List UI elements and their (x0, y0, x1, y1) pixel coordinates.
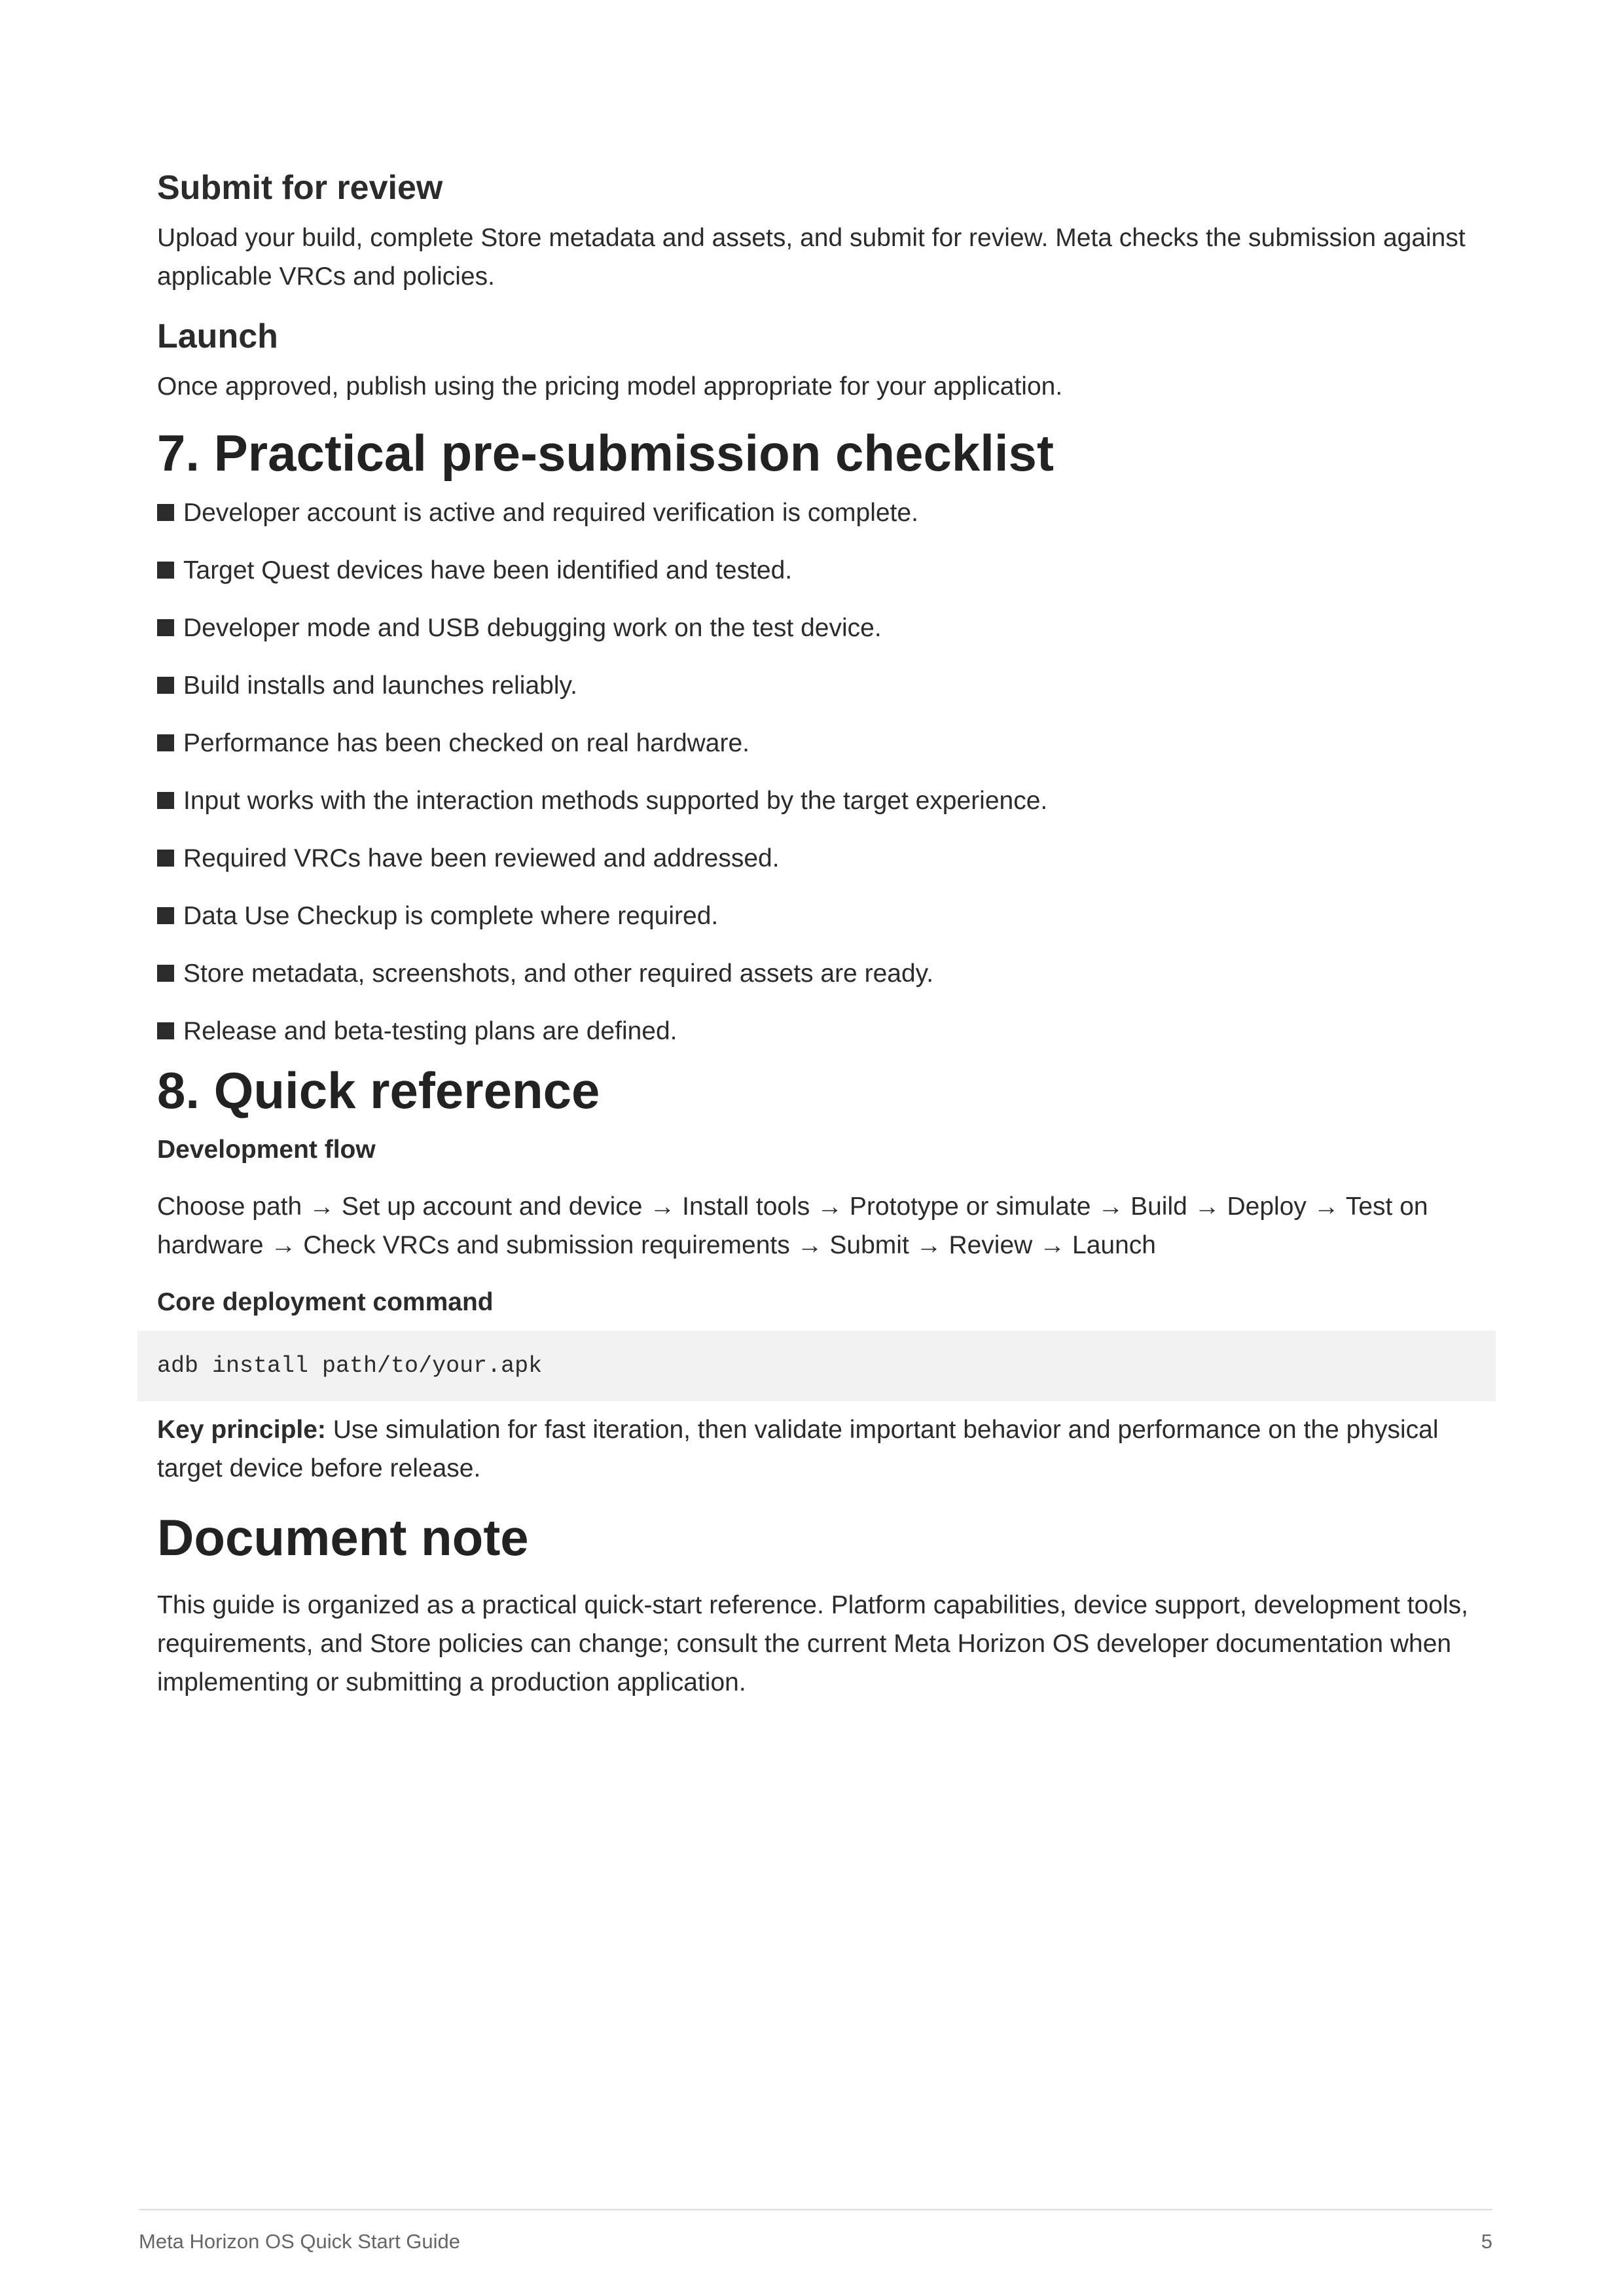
key-principle-label: Key principle: (157, 1416, 326, 1444)
checkbox-icon (157, 504, 174, 521)
submit-paragraph: Upload your build, complete Store metadata and assets, and submit for review. Meta checks the submission against applicable VRCs and policies. (157, 224, 1466, 291)
flow-text: Choose path → Set up account and device → Install tools → Prototype or simulate → Build → Deploy → Test on hardware → Check VRCs and submission requirements → Submit → Review → Launch (157, 1193, 1428, 1260)
page-footer (139, 2209, 1492, 2253)
checklist-item-text: Required VRCs have been reviewed and addressed. (183, 844, 780, 872)
checklist-item-text: Data Use Checkup is complete where required. (183, 901, 719, 930)
checklist-item (157, 954, 1496, 1012)
launch-paragraph: Once approved, publish using the pricing model appropriate for your application. (157, 372, 1063, 401)
quickref-heading: 8. Quick reference (157, 1061, 600, 1119)
checkbox-icon (157, 965, 174, 982)
checklist-item (157, 666, 1496, 724)
code-block (137, 1331, 1496, 1401)
note-heading: Document note (157, 1509, 529, 1567)
checklist-item-text: Build installs and launches reliably. (183, 671, 577, 700)
checkbox-icon (157, 677, 174, 694)
checklist-heading: 7. Practical pre-submission checklist (157, 424, 1054, 482)
checklist-item (157, 781, 1496, 839)
checkbox-icon (157, 907, 174, 924)
checklist-item-text: Store metadata, screenshots, and other required assets are ready. (183, 959, 934, 988)
checklist-item (157, 551, 1496, 609)
submit-heading: Submit for review (157, 169, 443, 207)
launch-heading: Launch (157, 317, 278, 355)
checkbox-icon (157, 850, 174, 867)
checklist-item (157, 1012, 1496, 1058)
key-principle (157, 1410, 1496, 1488)
page-content (157, 167, 1496, 1702)
checklist-item-text: Input works with the interaction methods supported by the target experience. (183, 786, 1048, 815)
checklist-item (157, 839, 1496, 897)
checklist-item (157, 724, 1496, 781)
checkbox-icon (157, 562, 174, 579)
footer-title: Meta Horizon OS Quick Start Guide (139, 2230, 461, 2253)
flow-label: Development flow (157, 1136, 376, 1164)
checklist-item-text: Release and beta-testing plans are defined. (183, 1016, 677, 1045)
note-paragraph: This guide is organized as a practical quick-start reference. Platform capabilities, device support, development tools, requirements, and Store policies can change; consult the current Meta Horizon OS developer documentation when implementing or submitting a production application. (157, 1590, 1468, 1696)
checklist-item-text: Performance has been checked on real hardware. (183, 728, 750, 757)
checkbox-icon (157, 792, 174, 809)
checkbox-icon (157, 1022, 174, 1039)
checklist-item (157, 493, 1496, 551)
deploy-command: adb install path/to/your.apk (157, 1353, 543, 1380)
command-label: Core deployment command (157, 1288, 494, 1317)
checklist-item (157, 897, 1496, 954)
checkbox-icon (157, 619, 174, 636)
checklist (157, 493, 1496, 1058)
checklist-item-text: Developer mode and USB debugging work on the test device. (183, 613, 882, 642)
checklist-item (157, 609, 1496, 666)
checklist-item-text: Developer account is active and required verification is complete. (183, 498, 918, 527)
checkbox-icon (157, 734, 174, 751)
checklist-item-text: Target Quest devices have been identified and tested. (183, 556, 793, 584)
page-number: 5 (1481, 2230, 1492, 2253)
key-principle-text: Use simulation for fast iteration, then validate important behavior and performance on the physical target device before release. (157, 1416, 1439, 1483)
